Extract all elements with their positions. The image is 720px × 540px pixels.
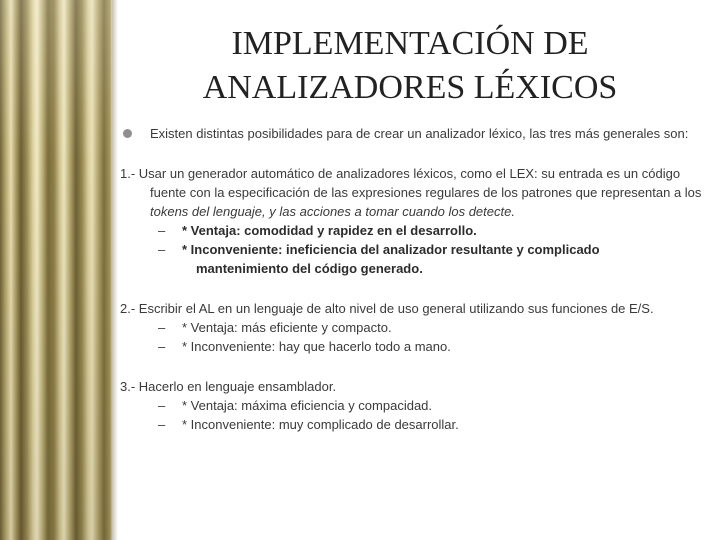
section-1-advantage: * Ventaja: comodidad y rapidez en el desarrollo.	[182, 223, 477, 238]
section-3	[120, 377, 715, 434]
section-1-heading-italic: tokens del lenguaje, y las acciones a tomar cuando los detecte.	[150, 204, 515, 219]
curtain-shadow	[112, 0, 118, 540]
section-1-heading-text: 1.- Usar un generador automático de analizadores léxicos, como el LEX: su entrada es un código fuente con la especificación de las expresiones regulares de los patrones que representan a los	[120, 166, 702, 200]
dash-glyph: –	[158, 242, 166, 257]
slide-content	[120, 124, 715, 434]
section-2-item-1	[120, 318, 715, 337]
section-2-advantage: * Ventaja: más eficiente y compacto.	[182, 320, 392, 335]
section-3-advantage: * Ventaja: máxima eficiencia y compacidad.	[182, 398, 433, 413]
section-1-heading	[120, 164, 715, 221]
section-2-item-2	[120, 337, 715, 356]
intro-bullet	[120, 124, 715, 143]
section-2-drawback: * Inconveniente: hay que hacerlo todo a mano.	[182, 339, 451, 354]
section-1-item-2	[120, 240, 715, 259]
section-3-item-2	[120, 415, 715, 434]
intro-text: Existen distintas posibilidades para de crear un analizador léxico, las tres más generales son:	[150, 126, 689, 141]
round-bullet-icon	[123, 129, 132, 138]
title-line-2: ANALIZADORES LÉXICOS	[202, 69, 618, 106]
section-2-heading: 2.- Escribir el AL en un lenguaje de alto nivel de uso general utilizando sus funciones de E/S.	[120, 301, 654, 316]
dash-glyph: –	[158, 417, 166, 432]
section-3-drawback: * Inconveniente: muy complicado de desarrollar.	[182, 417, 459, 432]
section-3-heading: 3.- Hacerlo en lenguaje ensamblador.	[120, 379, 337, 394]
dash-glyph: –	[158, 320, 166, 335]
slide-title	[130, 22, 690, 110]
dash-glyph: –	[158, 339, 166, 354]
section-2	[120, 299, 715, 356]
dash-glyph: –	[158, 398, 166, 413]
gold-curtain-decoration	[0, 0, 112, 540]
dash-glyph: –	[158, 223, 166, 238]
section-1	[120, 164, 715, 278]
section-1-item-1	[120, 221, 715, 240]
title-line-1: IMPLEMENTACIÓN DE	[231, 25, 589, 62]
section-1-drawback-continued: mantenimiento del código generado.	[196, 261, 423, 276]
section-1-drawback: * Inconveniente: ineficiencia del analizador resultante y complicado	[182, 242, 600, 257]
section-3-item-1	[120, 396, 715, 415]
